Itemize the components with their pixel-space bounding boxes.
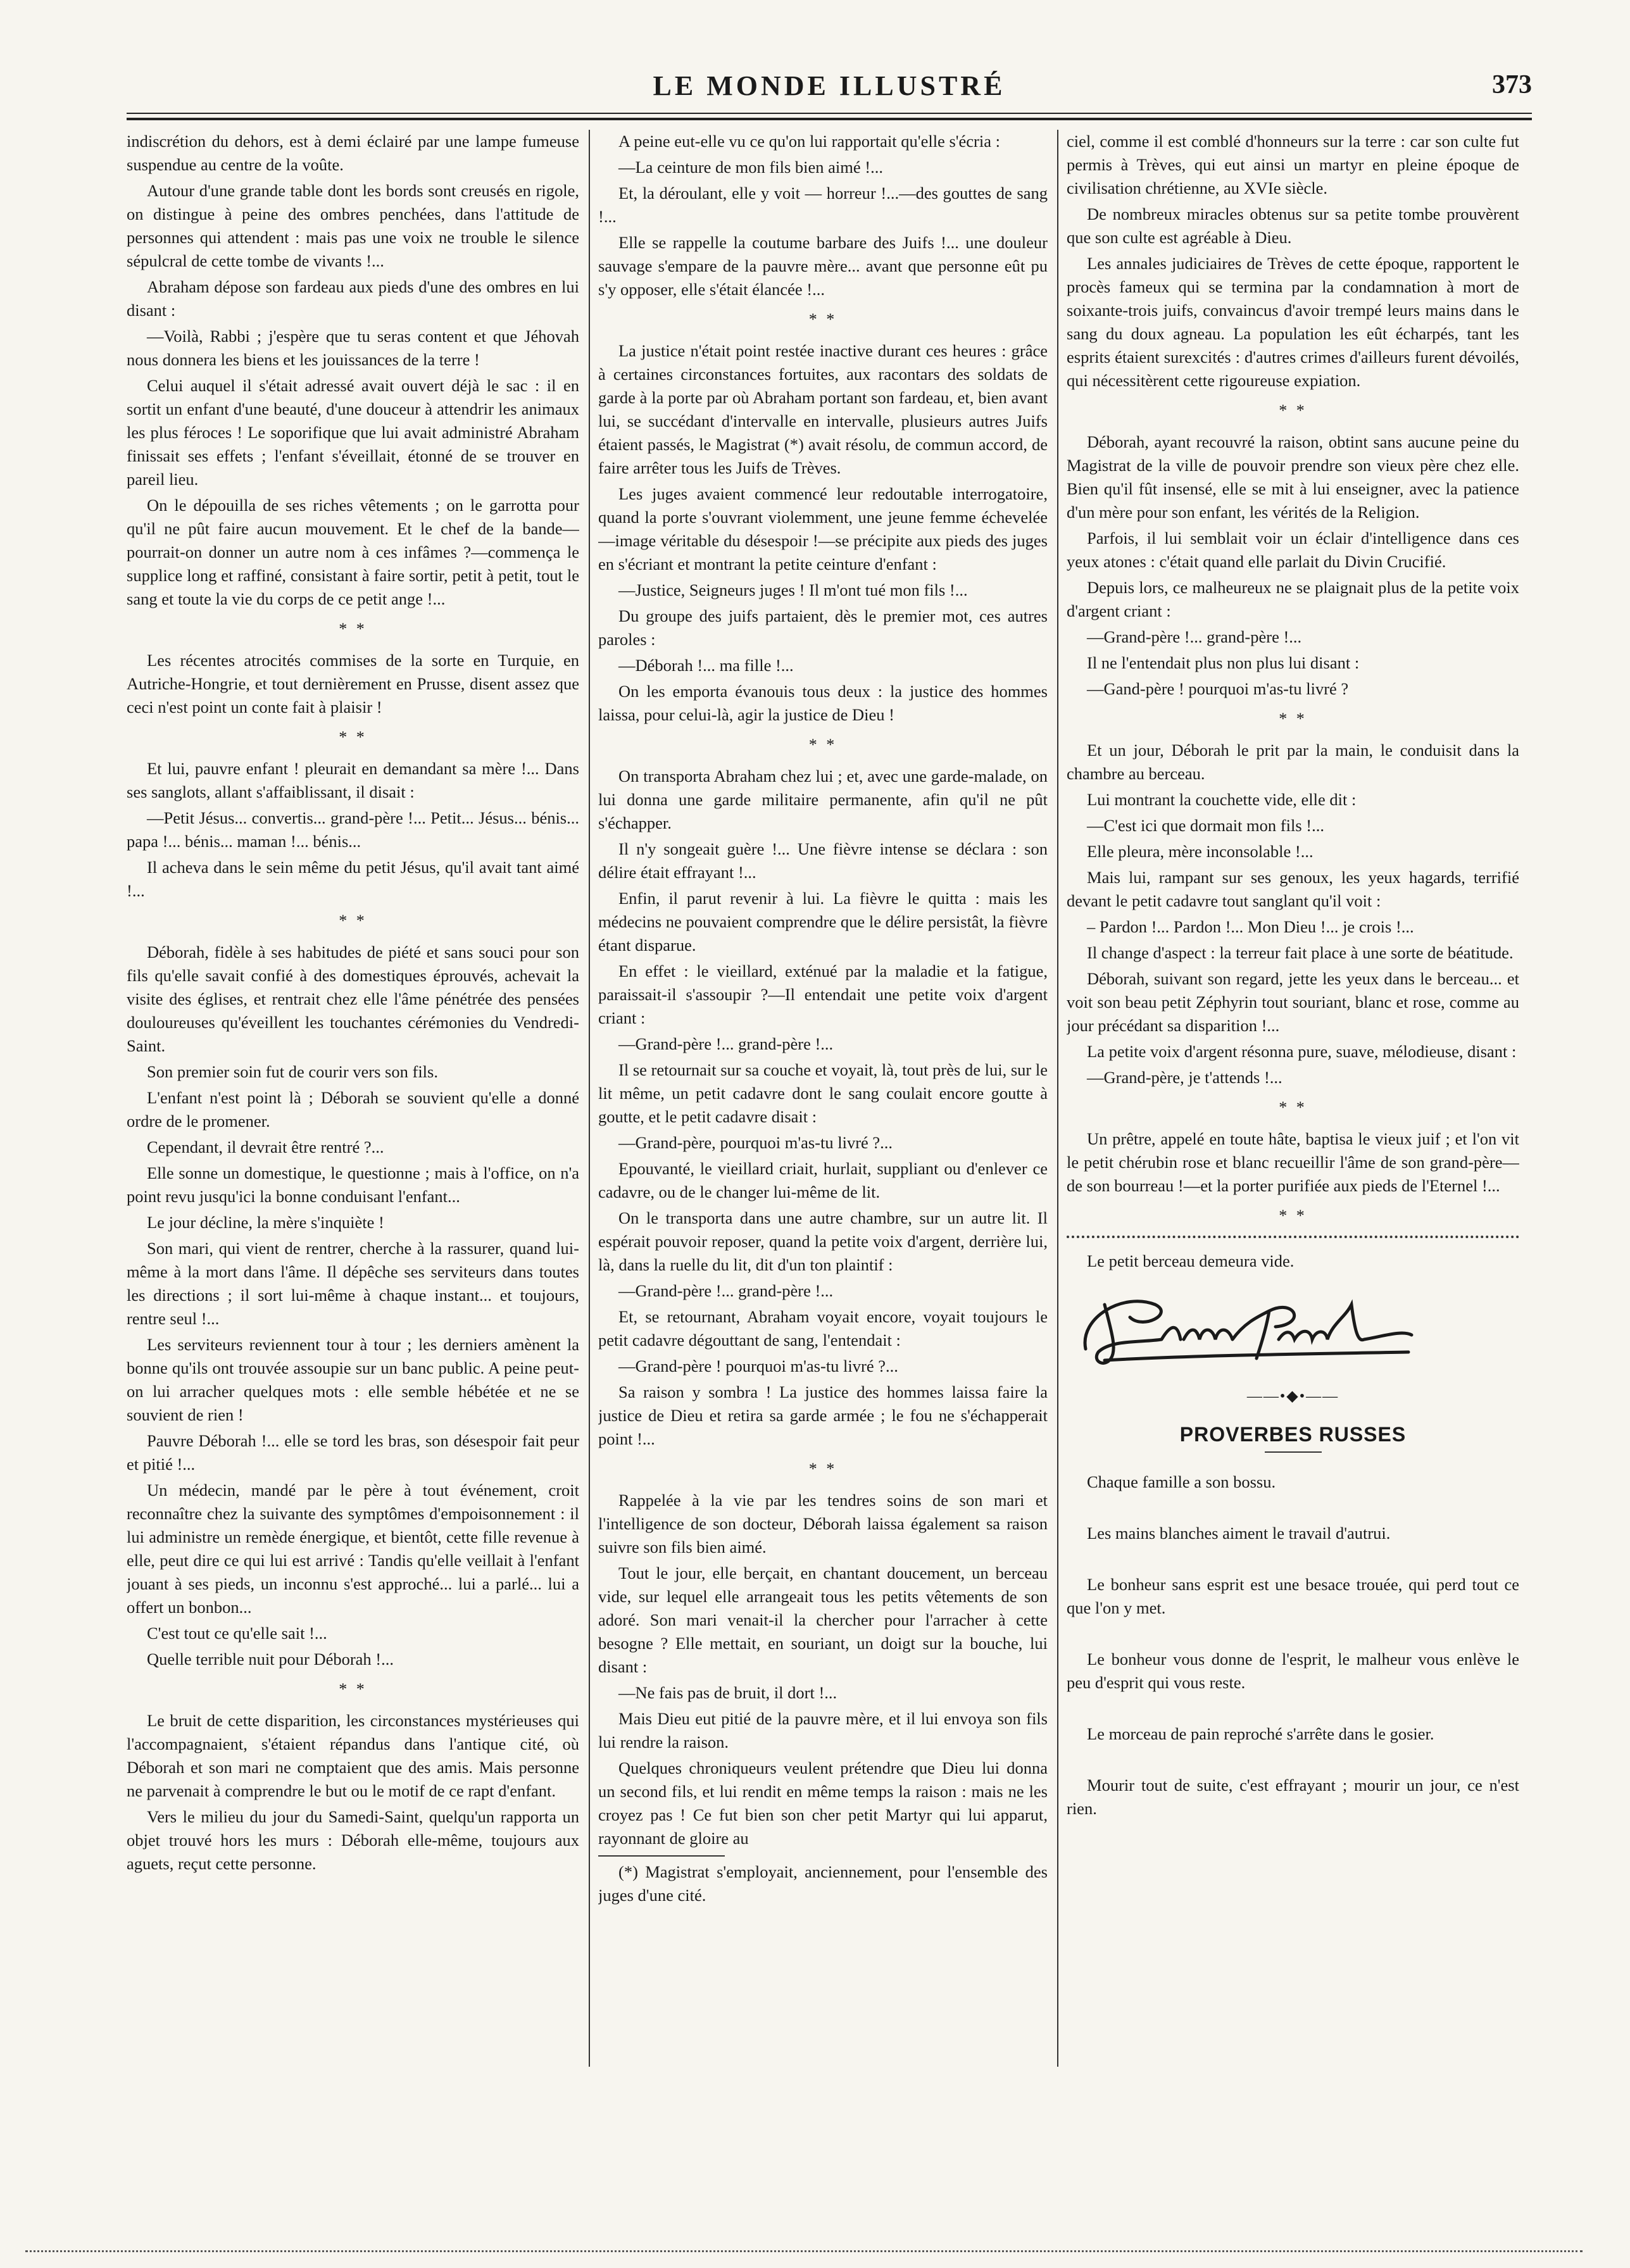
paragraph: Elle se rappelle la coutume barbare des Juifs !... une douleur sauvage s'empare de la pauvre mère... avant que personne eût pu s'y opposer, elle s'était élancée !...: [598, 233, 1048, 299]
signature-image: [1067, 1279, 1421, 1374]
column-divider: [1057, 130, 1058, 2067]
footnote-rule: [598, 1855, 725, 1857]
column-3-paragraphs: [1067, 130, 1519, 1225]
paragraph: C'est tout ce qu'elle sait !...: [147, 1624, 327, 1643]
paragraph: Et, la déroulant, elle y voit — horreur !...—des gouttes de sang !...: [598, 184, 1048, 226]
paragraph: Il se retournait sur sa couche et voyait, là, tout près de lui, sur le lit même, un petit cadavre dont le sang coulait encore goutte à goutte, et le petit cadavre disait :: [598, 1060, 1048, 1126]
paragraph: On transporta Abraham chez lui ; et, avec une garde-malade, on lui donna une garde militaire permanente, afin qu'il ne pût s'échapper.: [598, 767, 1048, 832]
paragraph: Déborah, suivant son regard, jette les yeux dans le berceau... et voit son beau petit Zéphyrin tout souriant, blanc et rose, comme au jour précédant sa disparition !...: [1067, 969, 1519, 1035]
paragraph: Parfois, il lui semblait voir un éclair d'intelligence dans ces yeux atones : c'était quand elle parlait du Divin Crucifié.: [1067, 529, 1519, 571]
paragraph: Le jour décline, la mère s'inquiète !: [147, 1213, 384, 1232]
paragraph: Enfin, il parut revenir à lui. La fièvre le quitta : mais les médecins ne pouvaient comprendre que le délire persistât, la fièvre étant disparue.: [598, 889, 1048, 955]
paragraph: Les juges avaient commencé leur redoutable interrogatoire, quand la porte s'ouvrant violemment, une jeune femme échevelée—image véritable du désespoir !—se précipite aux pieds des juges en s'écriant et montrant la petite ceinture d'enfant :: [598, 484, 1048, 573]
masthead-title: LE MONDE ILLUSTRÉ: [653, 70, 1006, 101]
paragraph: Mais Dieu eut pitié de la pauvre mère, et il lui envoya son fils lui rendre la raison.: [598, 1709, 1048, 1751]
section-separator: * *: [1279, 1098, 1307, 1117]
section-separator: * *: [1279, 401, 1307, 420]
paragraph: Il ne l'entendait plus non plus lui disant :: [1087, 653, 1360, 672]
paragraph: Rappelée à la vie par les tendres soins de son mari et l'intelligence de son docteur, Déborah laissa également sa raison suivre son fils bien aimé.: [598, 1491, 1048, 1557]
page-header: [127, 70, 1532, 108]
paragraph: —Grand-père !... grand-père !...: [618, 1281, 834, 1300]
section-separator: * *: [339, 728, 367, 746]
paragraph: Cependant, il devrait être rentré ?...: [147, 1137, 384, 1156]
page-number: 373: [1492, 70, 1532, 99]
paragraph: —Ne fais pas de bruit, il dort !...: [618, 1683, 837, 1702]
paragraph: Un médecin, mandé par le père à tout événement, croit reconnaître chez la suivante des symptômes d'empoisonnement : il lui administre un remède énergique, et bientôt, cette fille revenue à elle, peut dire ce qui lui est arrivé : Tandis qu'elle veillait à l'enfant jouant à ses pieds, un inconnu s'est approché... lui a parlé... lui a offert un bonbon...: [127, 1481, 579, 1617]
dotted-divider: [1067, 1236, 1519, 1238]
paragraph: Son mari, qui vient de rentrer, cherche à la rassurer, quand lui-même à la mort dans l'âme. Il dépêche ses serviteurs dans toutes les directions ; il sort lui-même à chaque instant... et toujours, rentre seul !...: [127, 1239, 579, 1328]
paragraph: Celui auquel il s'était adressé avait ouvert déjà le sac : il en sortit un enfant d'une beauté, d'une douceur à attendrir les animaux les plus féroces ! Le soporifique que lui avait administré Abraham finissait ses effets ; l'enfant s'éveillait, étonné de se trouver en pareil lieu.: [127, 376, 579, 489]
paragraph: Son premier soin fut de courir vers son fils.: [147, 1062, 438, 1081]
proverb-item: Le bonheur vous donne de l'esprit, le malheur vous enlève le peu d'esprit qui vous reste.: [1067, 1650, 1519, 1692]
paragraph: Vers le milieu du jour du Samedi-Saint, quelqu'un rapporta un objet trouvé hors les murs : Déborah elle-même, toujours aux aguets, reçut cette personne.: [127, 1807, 579, 1873]
section-separator: * *: [1279, 1206, 1307, 1225]
paragraph: —La ceinture de mon fils bien aimé !...: [618, 158, 883, 177]
paragraph: Pauvre Déborah !... elle se tord les bras, son désespoir fait peur et pitié !...: [127, 1431, 579, 1474]
paragraph: Depuis lors, ce malheureux ne se plaignait plus de la petite voix d'argent criant :: [1067, 578, 1519, 620]
paragraph: Quelle terrible nuit pour Déborah !...: [147, 1650, 394, 1669]
paragraph: Sa raison y sombra ! La justice des hommes laissa faire la justice de Dieu et retira sa garde armée ; le fou ne s'échapperait point !...: [598, 1382, 1048, 1448]
column-2-paragraphs: [598, 130, 1048, 1850]
paragraph: Un prêtre, appelé en toute hâte, baptisa le vieux juif ; et l'on vit le petit chérubin rose et blanc recueillir l'âme de son grand-père—de son bourreau !—et la porter purifiée aux pieds de l'Eternel !...: [1067, 1129, 1519, 1195]
paragraph: Autour d'une grande table dont les bords sont creusés en rigole, on distingue à peine des ombres penchées, dans l'attitude de personnes qui attendent : mais pas une voix ne trouble le silence sépulcral de cette tombe de vivants !...: [127, 181, 579, 270]
paragraph: Il acheva dans le sein même du petit Jésus, qu'il avait tant aimé !...: [127, 858, 579, 900]
text-column-3: [1067, 130, 1519, 2079]
section-separator: * *: [339, 620, 367, 638]
paragraph: Les serviteurs reviennent tour à tour ; les derniers amènent la bonne qu'ils ont trouvée assoupie sur un banc public. A peine peut-on lui arracher quelques mots : elle semble hébétée et ne se souvient de rien !: [127, 1335, 579, 1424]
paragraph: On les emporta évanouis tous deux : la justice des hommes laissa, pour celui-là, agir la justice de Dieu !: [598, 682, 1048, 724]
paragraph: Déborah, fidèle à ses habitudes de piété et sans souci pour son fils qu'elle savait confié à des domestiques éprouvés, achevait la visite des églises, et rentrait chez elle l'âme pénétrée des pensées douloureuses qu'éveillent les touchantes cérémonies du Vendredi-Saint.: [127, 943, 579, 1055]
paragraph: En effet : le vieillard, exténué par la maladie et la fatigue, paraissait-il s'assoupir ?—Il entendait une petite voix d'argent criant :: [598, 962, 1048, 1027]
paragraph: —Gand-père ! pourquoi m'as-tu livré ?: [1087, 679, 1349, 698]
paragraph: Tout le jour, elle berçait, en chantant doucement, un berceau vide, sur lequel elle arrangeait tous les petits vêtements de son adoré. Son mari venait-il la chercher pour l'arracher à cette besogne ? Elle mettait, en souriant, un doigt sur la bouche, lui disant :: [598, 1563, 1048, 1676]
paragraph: On le dépouilla de ses riches vêtements ; on le garrotta pour qu'il ne pût faire aucun mouvement. Et le chef de la bande—pourrait-on donner un autre nom à ces infâmes ?—commença le supplice long et raffiné, consistant à faire sortir, petit à petit, tout le sang et toute la vie du corps de ce petit ange !...: [127, 496, 579, 608]
paragraph: Et lui, pauvre enfant ! pleurait en demandant sa mère !... Dans ses sanglots, allant s'affaiblissant, il disait :: [127, 759, 579, 801]
paragraph: indiscrétion du dehors, est à demi éclairé par une lampe fumeuse suspendue au centre de la voûte.: [127, 132, 579, 174]
paragraph: Déborah, ayant recouvré la raison, obtint sans aucune peine du Magistrat de la ville de pouvoir prendre son vieux père chez elle. Bien qu'il fût insensé, elle se mit à lui enseigner, avec la patience d'un mère pour son enfant, les vérités de la Religion.: [1067, 432, 1519, 522]
paragraph: Lui montrant la couchette vide, elle dit :: [1087, 790, 1357, 809]
paragraph: Elle sonne un domestique, le questionne ; mais à l'office, on n'a point revu jusqu'ici la bonne conduisant l'enfant...: [127, 1163, 579, 1206]
author-signature: [1067, 1279, 1519, 1374]
proverb-item: Le bonheur sans esprit est une besace trouée, qui perd tout ce que l'on y met.: [1067, 1575, 1519, 1617]
paragraph: Mais lui, rampant sur ses genoux, les yeux hagards, terrifié devant le petit cadavre tout sanglant qu'il voit :: [1067, 868, 1519, 910]
header-rule-thin: [127, 113, 1532, 114]
proverbs-list: [1067, 1470, 1519, 1820]
paragraph: La justice n'était point restée inactive durant ces heures : grâce à certaines circonstances fortuites, aux racontars des soldats de garde à la porte par où Abraham portant son fardeau, et, bien avant lui, se succédant d'intervalle en intervalle, plusieurs autres Juifs étaient passés, le Magistrat (*) avait résolu, de commun accord, de faire arrêter tous les Juifs de Trèves.: [598, 341, 1048, 477]
paragraph: Et un jour, Déborah le prit par la main, le conduisit dans la chambre au berceau.: [1067, 741, 1519, 783]
paragraph: Abraham dépose son fardeau aux pieds d'une des ombres en lui disant :: [127, 277, 579, 320]
paragraph: De nombreux miracles obtenus sur sa petite tombe prouvèrent que son culte est agréable à Dieu.: [1067, 204, 1519, 247]
paragraph: Le bruit de cette disparition, les circonstances mystérieuses qui l'accompagnaient, s'étaient répandus dans l'antique cité, où Déborah et son mari ne comptaient que des amis. Mais personne ne parvenait à comprendre le but ou le motif de ce rapt d'enfant.: [127, 1711, 579, 1800]
page-bottom-edge: [25, 2250, 1583, 2252]
paragraph: A peine eut-elle vu ce qu'on lui rapportait qu'elle s'écria :: [618, 132, 1000, 151]
paragraph: Quelques chroniqueurs veulent prétendre que Dieu lui donna un second fils, et lui rendit en même temps la raison : mais ne les croyez pas ! Ce fut bien son cher petit Martyr qui lui apparut, rayonnant de gloire au: [598, 1758, 1048, 1848]
section-separator: * *: [808, 1460, 837, 1478]
proverbs-title: PROVERBES RUSSES: [1179, 1423, 1407, 1446]
paragraph: —Voilà, Rabbi ; j'espère que tu seras content et que Jéhovah nous donnera les biens et les jouissances de la terre !: [127, 327, 579, 369]
column-divider: [589, 130, 590, 2067]
paragraph: Elle pleura, mère inconsolable !...: [1087, 842, 1313, 861]
paragraph: —Grand-père !... grand-père !...: [1087, 627, 1302, 646]
paragraph: La petite voix d'argent résonna pure, suave, mélodieuse, disant :: [1087, 1042, 1517, 1061]
paragraph: —Grand-père ! pourquoi m'as-tu livré ?...: [618, 1356, 898, 1375]
paragraph: —Justice, Seigneurs juges ! Il m'ont tué mon fils !...: [618, 580, 968, 599]
section-separator: * *: [1279, 710, 1307, 728]
proverbs-title-rule: [1265, 1451, 1322, 1453]
proverb-item: Les mains blanches aiment le travail d'autrui.: [1087, 1524, 1391, 1543]
section-separator: * *: [339, 912, 367, 930]
paragraph: Les annales judiciaires de Trèves de cette époque, rapportent le procès fameux qui se termina par la condamnation à mort de soixante-trois juifs, convaincus d'avoir trempé leurs mains dans le sang du doux agneau. La population les eût écharpés, tant les esprits étaient surexcités : d'autres crimes d'ailleurs furent dévoilés, qui nécessitèrent cette rigoureuse expiation.: [1067, 254, 1519, 390]
ornament-divider: ——•◆•——: [1246, 1388, 1339, 1405]
paragraph: Du groupe des juifs partaient, dès le premier mot, ces autres paroles :: [598, 606, 1048, 649]
paragraph: L'enfant n'est point là ; Déborah se souvient qu'elle a donné ordre de le promener.: [127, 1088, 579, 1131]
paragraph: Les récentes atrocités commises de la sorte en Turquie, en Autriche-Hongrie, et tout dernièrement en Prusse, disent assez que ceci n'est point un conte fait à plaisir !: [127, 651, 579, 717]
section-separator: * *: [808, 736, 837, 754]
footnote: (*) Magistrat s'employait, anciennement, pour l'ensemble des juges d'une cité.: [598, 1862, 1048, 1905]
paragraph: – Pardon !... Pardon !... Mon Dieu !... je crois !...: [1087, 917, 1414, 936]
paragraph: Il n'y songeait guère !... Une fièvre intense se déclara : son délire était effrayant !...: [598, 839, 1048, 882]
paragraph: —Grand-père, je t'attends !...: [1087, 1068, 1282, 1087]
proverb-item: Chaque famille a son bossu.: [1087, 1472, 1276, 1491]
section-separator: * *: [339, 1680, 367, 1698]
text-column-2: [598, 130, 1048, 2079]
proverb-item: Mourir tout de suite, c'est effrayant ; mourir un jour, ce n'est rien.: [1067, 1776, 1519, 1818]
paragraph: On le transporta dans une autre chambre, sur un autre lit. Il espérait pouvoir reposer, quand la petite voix d'argent, derrière lui, là, dans la ruelle du lit, dit d'un ton plaintif :: [598, 1208, 1048, 1274]
paragraph: —Grand-père, pourquoi m'as-tu livré ?...: [618, 1133, 893, 1152]
text-column-1: [127, 130, 579, 2079]
proverb-item: Le morceau de pain reproché s'arrête dans le gosier.: [1087, 1724, 1434, 1743]
paragraph: —C'est ici que dormait mon fils !...: [1087, 816, 1324, 835]
paragraph: —Grand-père !... grand-père !...: [618, 1034, 834, 1053]
paragraph: —Petit Jésus... convertis... grand-père !... Petit... Jésus... bénis... papa !... bénis... maman !... bénis...: [127, 808, 579, 851]
paragraph: —Déborah !... ma fille !...: [618, 656, 794, 675]
header-rule-thick: [127, 118, 1532, 120]
paragraph: Il change d'aspect : la terreur fait place à une sorte de béatitude.: [1087, 943, 1514, 962]
paragraph: Et, se retournant, Abraham voyait encore, voyait toujours le petit cadavre dégouttant de sang, l'entendait :: [598, 1307, 1048, 1350]
section-separator: * *: [808, 310, 837, 329]
paragraph: Epouvanté, le vieillard criait, hurlait, suppliant ou d'enlever ce cadavre, ou de le changer lui-même de lit.: [598, 1159, 1048, 1201]
paragraph: ciel, comme il est comblé d'honneurs sur la terre : car son culte fut permis à Trèves, qui eut ainsi un martyr en pleine époque de civilisation chrétienne, au XVIe siècle.: [1067, 132, 1519, 197]
closing-line: Le petit berceau demeura vide.: [1087, 1251, 1295, 1270]
